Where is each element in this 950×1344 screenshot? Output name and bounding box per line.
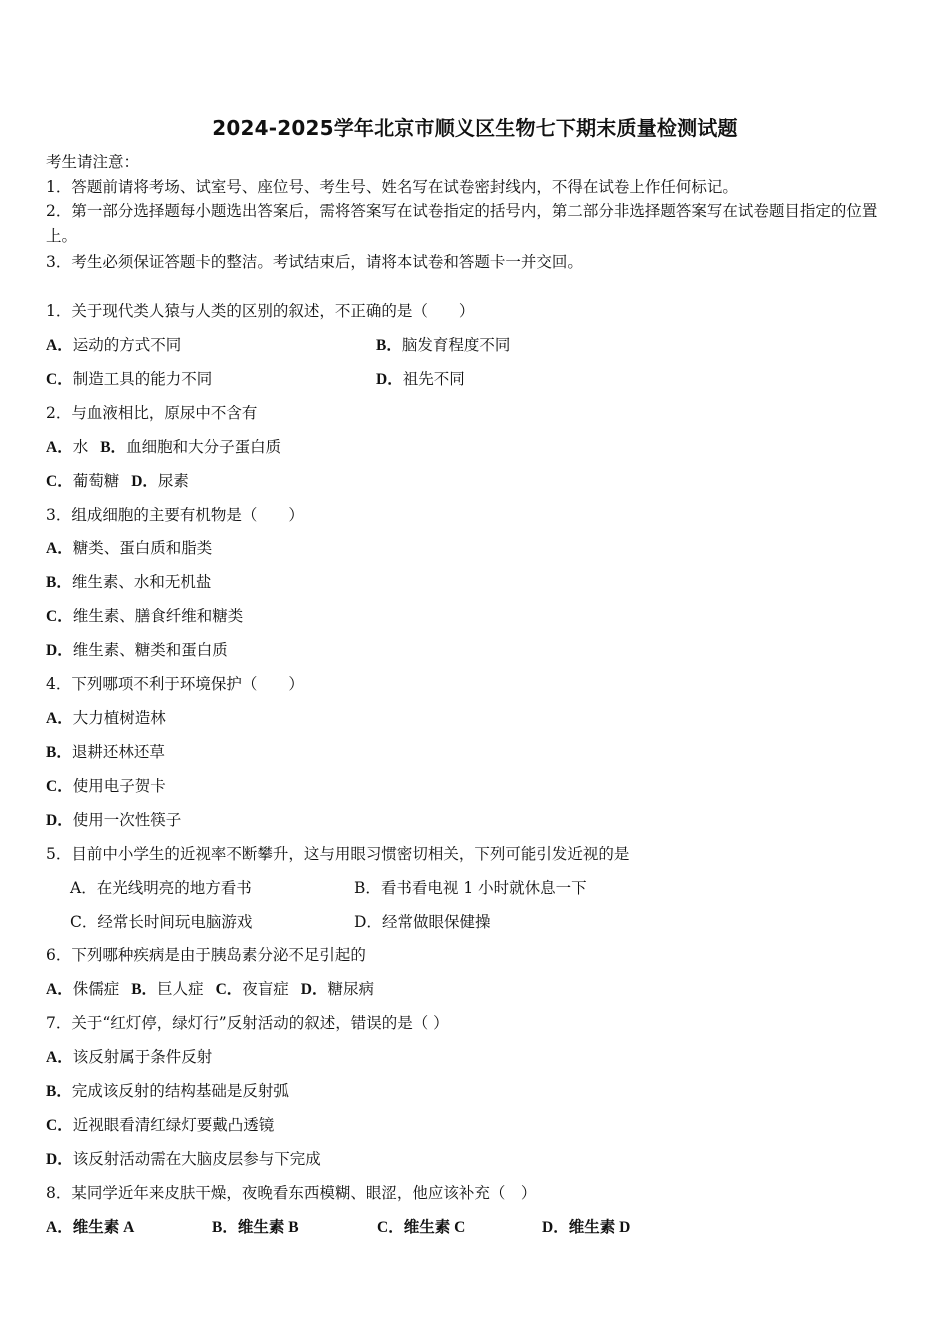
question-stem-5: 5．目前中小学生的近视率不断攀升，这与用眼习惯密切相关，下列可能引发近视的是 bbox=[46, 845, 630, 863]
option-5a[interactable] bbox=[70, 878, 252, 898]
option-label: C． bbox=[46, 608, 73, 625]
option-5c[interactable] bbox=[70, 912, 252, 932]
option-text: 退耕还林还草 bbox=[71, 743, 165, 761]
option-text: 近视眼看清红绿灯要戴凸透镜 bbox=[72, 1116, 275, 1134]
option-7b[interactable] bbox=[46, 1081, 289, 1102]
notice-item-3: 3．考生必须保证答题卡的整洁。考试结束后，请将本试卷和答题卡一并交回。 bbox=[46, 253, 583, 271]
option-label: D． bbox=[46, 642, 73, 659]
option-8d[interactable] bbox=[542, 1217, 630, 1238]
option-6a[interactable] bbox=[46, 980, 119, 998]
option-text: 维生素、水和无机盐 bbox=[71, 573, 212, 591]
option-1c[interactable] bbox=[46, 369, 212, 390]
option-label: A． bbox=[46, 1219, 73, 1236]
option-label: B． bbox=[212, 1219, 238, 1236]
question-stem-6: 6．下列哪种疾病是由于胰岛素分泌不足引起的 bbox=[46, 946, 366, 964]
option-text: 巨人症 bbox=[157, 980, 204, 998]
option-text: 维生素、膳食纤维和糖类 bbox=[72, 607, 244, 625]
option-text: 使用一次性筷子 bbox=[72, 811, 182, 829]
option-label: C． bbox=[46, 778, 73, 795]
option-text: 脑发育程度不同 bbox=[401, 336, 511, 354]
option-5d[interactable] bbox=[354, 912, 490, 932]
option-4c[interactable] bbox=[46, 776, 166, 797]
option-label: D． bbox=[131, 473, 158, 490]
option-text: 尿素 bbox=[157, 472, 189, 490]
option-text: 糖尿病 bbox=[327, 980, 375, 998]
option-text: 该反射属于条件反射 bbox=[72, 1048, 213, 1066]
option-label: A． bbox=[46, 337, 73, 354]
option-text: 血细胞和大分子蛋白质 bbox=[126, 438, 282, 456]
option-text: 在光线明亮的地方看书 bbox=[96, 879, 252, 897]
option-text: 维生素 D bbox=[568, 1219, 631, 1236]
page-title: 2024-2025学年北京市顺义区生物七下期末质量检测试题 bbox=[212, 116, 738, 140]
question-stem-2: 2．与血液相比，原尿中不含有 bbox=[46, 404, 258, 422]
option-label: A． bbox=[46, 710, 73, 727]
option-text: 该反射活动需在大脑皮层参与下完成 bbox=[72, 1150, 321, 1168]
option-label: A． bbox=[46, 1049, 73, 1066]
option-text: 维生素 A bbox=[72, 1219, 135, 1236]
option-label: C． bbox=[46, 1117, 73, 1134]
option-4a[interactable] bbox=[46, 708, 166, 729]
option-label: D． bbox=[46, 1151, 73, 1168]
option-text: 制造工具的能力不同 bbox=[72, 370, 213, 388]
option-text: 维生素 B bbox=[237, 1219, 299, 1236]
option-label: B． bbox=[46, 574, 72, 591]
question-stem-3: 3．组成细胞的主要有机物是（ ） bbox=[46, 506, 304, 524]
option-label: C． bbox=[46, 371, 73, 388]
option-text: 经常做眼保健操 bbox=[381, 913, 491, 931]
option-label: D． bbox=[354, 913, 382, 931]
option-text: 看书看电视 1 小时就休息一下 bbox=[380, 879, 587, 897]
option-label: B． bbox=[46, 744, 72, 761]
notice-item-2: 2．第一部分选择题每小题选出答案后，需将答案写在试卷指定的括号内，第二部分非选择题答案写在试卷题目指定的位置上。 bbox=[46, 202, 878, 245]
option-text: 维生素、糖类和蛋白质 bbox=[72, 641, 228, 659]
option-6b[interactable] bbox=[131, 980, 203, 998]
option-7a[interactable] bbox=[46, 1047, 212, 1068]
option-4d[interactable] bbox=[46, 810, 181, 831]
option-text: 祖先不同 bbox=[402, 370, 465, 388]
option-3d[interactable] bbox=[46, 640, 228, 661]
option-label: C． bbox=[46, 473, 73, 490]
option-8c[interactable] bbox=[377, 1217, 465, 1238]
option-row-2cd bbox=[46, 471, 189, 492]
option-text: 夜盲症 bbox=[242, 980, 289, 998]
option-8b[interactable] bbox=[212, 1217, 299, 1238]
option-label: A． bbox=[46, 540, 73, 557]
question-stem-1: 1．关于现代类人猿与人类的区别的叙述，不正确的是（ ） bbox=[46, 302, 475, 320]
option-label: A． bbox=[46, 981, 73, 998]
option-7d[interactable] bbox=[46, 1149, 321, 1170]
option-3b[interactable] bbox=[46, 572, 211, 593]
option-text: 完成该反射的结构基础是反射弧 bbox=[71, 1082, 289, 1100]
option-2c[interactable] bbox=[46, 472, 119, 490]
option-text: 葡萄糖 bbox=[72, 472, 120, 490]
option-8a[interactable] bbox=[46, 1217, 134, 1238]
option-text: 水 bbox=[72, 438, 89, 456]
option-1b[interactable] bbox=[376, 335, 510, 356]
option-1a[interactable] bbox=[46, 335, 181, 356]
option-text: 使用电子贺卡 bbox=[72, 777, 166, 795]
option-label: C． bbox=[215, 981, 243, 998]
option-label: B． bbox=[376, 337, 402, 354]
option-label: B． bbox=[354, 879, 381, 897]
option-label: D． bbox=[542, 1219, 569, 1236]
option-label: D． bbox=[376, 371, 403, 388]
option-label: C． bbox=[377, 1219, 404, 1236]
option-6c[interactable] bbox=[216, 980, 289, 998]
option-row-2ab bbox=[46, 437, 281, 458]
option-label: A． bbox=[46, 439, 73, 456]
question-stem-8: 8．某同学近年来皮肤干燥，夜晚看东西模糊、眼涩，他应该补充（ ） bbox=[46, 1184, 537, 1202]
option-1d[interactable] bbox=[376, 369, 465, 390]
option-label: B． bbox=[46, 1083, 72, 1100]
option-label: C． bbox=[70, 913, 98, 931]
option-5b[interactable] bbox=[354, 878, 587, 898]
option-label: D． bbox=[300, 981, 328, 998]
option-4b[interactable] bbox=[46, 742, 165, 763]
option-label: A． bbox=[70, 879, 97, 897]
question-stem-7: 7．关于“红灯停，绿灯行”反射活动的叙述，错误的是（ ） bbox=[46, 1014, 449, 1032]
option-text: 经常长时间玩电脑游戏 bbox=[97, 913, 253, 931]
option-label: D． bbox=[46, 812, 73, 829]
option-text: 糖类、蛋白质和脂类 bbox=[72, 539, 213, 557]
option-3a[interactable] bbox=[46, 538, 212, 559]
option-label: B． bbox=[100, 439, 127, 456]
option-text: 大力植树造林 bbox=[72, 709, 166, 727]
option-text: 运动的方式不同 bbox=[72, 336, 182, 354]
option-text: 维生素 C bbox=[403, 1219, 466, 1236]
option-2b[interactable] bbox=[100, 438, 281, 456]
option-2a[interactable] bbox=[46, 438, 88, 456]
question-stem-4: 4．下列哪项不利于环境保护（ ） bbox=[46, 675, 304, 693]
option-6d[interactable] bbox=[301, 980, 374, 998]
notice-item-1: 1．答题前请将考场、试室号、座位号、考生号、姓名写在试卷密封线内，不得在试卷上作任何标记。 bbox=[46, 178, 738, 196]
option-7c[interactable] bbox=[46, 1115, 274, 1136]
option-label: B． bbox=[131, 981, 158, 998]
option-2d[interactable] bbox=[131, 472, 189, 490]
option-text: 侏儒症 bbox=[72, 980, 120, 998]
notice-heading: 考生请注意： bbox=[46, 153, 140, 171]
option-row-6 bbox=[46, 979, 374, 1000]
option-3c[interactable] bbox=[46, 606, 243, 627]
